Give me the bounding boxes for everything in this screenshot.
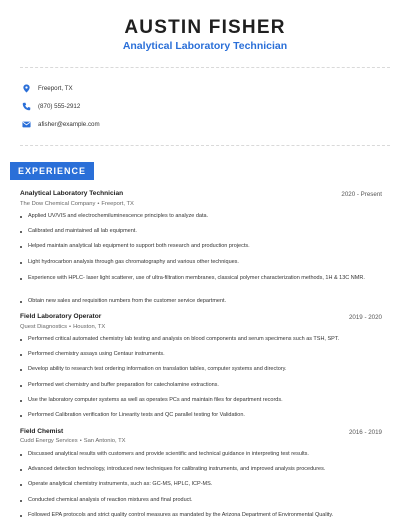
job-company-line: The Dow Chemical Company • Freeport, TX <box>20 201 134 207</box>
contact-location <box>22 82 73 96</box>
phone-icon <box>22 98 31 116</box>
list-item: Performed wet chemistry and buffer preparation for catecholamine extractions. <box>20 382 365 390</box>
candidate-title: Analytical Laboratory Technician <box>122 40 288 52</box>
experience-section-header: EXPERIENCE <box>10 162 94 180</box>
list-item: Performed critical automated chemistry lab testing and analysis on blood components and serum specimens such as TSH, SPT. <box>20 336 365 344</box>
list-item: Advanced detection technology, introduced new techniques for calibrating instruments, and improved analysis procedures. <box>20 466 365 474</box>
list-item: Operate analytical chemistry instruments, such as: GC-MS, HPLC, ICP-MS. <box>20 481 365 489</box>
job-dates: 2016 - 2019 <box>348 429 382 436</box>
job-title: Analytical Laboratory Technician <box>20 190 124 197</box>
contact-phone <box>22 100 81 114</box>
job-title: Field Chemist <box>20 428 64 435</box>
map-pin-icon <box>22 80 31 98</box>
job-company-line: Cudd Energy Services • San Antonio, TX <box>20 438 126 444</box>
job-company: The Dow Chemical Company <box>20 201 96 207</box>
list-item: Experience with HPLC- laser light scatterer, use of ultra-filtration membranes, classical polymer characterization methods, 1H & 13C NMR. <box>20 275 365 283</box>
email-icon <box>22 116 31 134</box>
job-dates: 2019 - 2020 <box>348 314 382 321</box>
contact-divider <box>20 145 390 146</box>
job-location: Freeport, TX <box>101 201 134 207</box>
list-item: Calibrated and maintained all lab equipment. <box>20 228 365 236</box>
job-dates: 2020 - Present <box>341 191 382 198</box>
phone-text: (870) 555-2912 <box>38 103 81 110</box>
list-item: Obtain new sales and requisition numbers from the customer service department. <box>20 298 365 306</box>
list-item: Discussed analytical results with customers and provide scientific and technical guidance in interpreting test results. <box>20 451 365 459</box>
job-location: San Antonio, TX <box>83 438 126 444</box>
list-item: Conducted chemical analysis of reaction mixtures and final product. <box>20 497 365 505</box>
list-item: Performed chemistry assays using Centaur instruments. <box>20 351 365 359</box>
job-company-line: Quest Diagnostics • Houston, TX <box>20 324 106 330</box>
list-item: Followed EPA protocols and strict quality control measures as mandated by the Arizona Department of Environmental Quality. <box>20 512 365 520</box>
job-company: Quest Diagnostics <box>20 324 68 330</box>
list-item: Performed Calibration verification for Linearity tests and QC parallel testing for Validation. <box>20 412 365 420</box>
list-item: Helped maintain analytical lab equipment to support both research and production projects. <box>20 243 365 251</box>
location-text: Freeport, TX <box>38 85 73 92</box>
list-item: Light hydrocarbon analysis through gas chromatography and various other techniques. <box>20 259 365 267</box>
header-divider <box>20 67 390 68</box>
email-text[interactable]: afisher@example.com <box>38 121 100 128</box>
job-company: Cudd Energy Services <box>20 438 78 444</box>
list-item: Use the laboratory computer systems as well as operates PCs and maintain files for department records. <box>20 397 365 405</box>
job-location: Houston, TX <box>73 324 106 330</box>
job-title: Field Laboratory Operator <box>20 313 102 320</box>
list-item: Develop ability to research test ordering information on translation tables, computer systems and directory. <box>20 366 365 374</box>
list-item: Applied UV/VIS and electrochemiluminescence principles to analyze data. <box>20 213 365 221</box>
contact-email[interactable] <box>22 118 100 132</box>
candidate-name: AUSTIN FISHER <box>124 17 286 38</box>
